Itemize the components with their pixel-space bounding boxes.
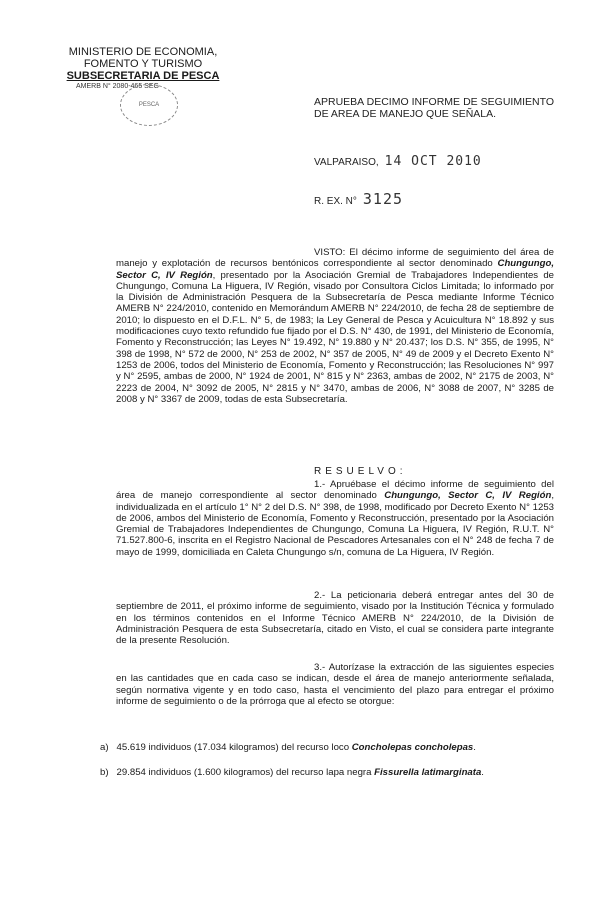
item-a-letter: a) [100, 742, 109, 753]
visto-sector: Chungungo, Sector C, IV Región [116, 258, 554, 281]
resolution-title: APRUEBA DECIMO INFORME DE SEGUIMIENTO DE AREA DE MANEJO QUE SEÑALA. [314, 96, 554, 120]
resolution-point-2: 2.- La peticionaria deberá entregar antes del 30 de septiembre de 2011, el próximo informe de seguimiento, visado por la Institución Técnica y formulado en los términos contenidos en el Informe Técnico AMERB N° 224/2010, de la División de Administración Pesquera de esta Subsecretaría, citado en Visto, el cual se considera parte integrante de la presente Resolución. [116, 590, 554, 647]
item-a-text: 45.619 individuos (17.034 kilogramos) del recurso loco [116, 742, 352, 753]
item-a-end: . [473, 742, 476, 753]
extraction-item-b [100, 767, 484, 778]
item-b-species: Fissurella latimarginata [374, 767, 482, 778]
item-b-text: 29.854 individuos (1.600 kilogramos) del recurso lapa negra [116, 767, 375, 778]
rex-label: R. EX. N° [314, 196, 357, 207]
ministry-line-1: MINISTERIO DE ECONOMIA, [68, 46, 218, 58]
item-a-species: Concholepas concholepas [351, 742, 474, 753]
p1-lead: 1.- Apruébase el décimo informe de seguimiento del área de manejo correspondiente al sector denominado [116, 479, 554, 502]
visto-paragraph [116, 247, 554, 405]
date-line [314, 154, 482, 169]
item-b-end: . [481, 767, 484, 778]
stamp-text: PESCA [138, 102, 160, 108]
date-city: VALPARAISO, [314, 157, 379, 168]
handwritten-date: 14 OCT 2010 [384, 154, 482, 169]
resolution-point-3: 3.- Autorízase la extracción de las siguientes especies en las cantidades que en cada caso se indican, desde el área de manejo anteriormente señalada, según normativa vigente y en todo caso, hasta el vencimiento del plazo para entregar el próximo informe de seguimiento o de la prórroga que al efecto se otorgue: [116, 662, 554, 707]
official-stamp-icon [120, 84, 178, 126]
item-b-letter: b) [100, 767, 109, 778]
p1-rest: , individualizada en el artículo 1° N° 2 del D.S. N° 398, de 1998, modificado por Decreto Exento N° 1253 de 2006, ambos del Ministerio de Economía, Fomento y Reconstrucción, presentado por la Asociación Gremial de Trabajadores Independientes de Chungungo, Comuna La Higuera, IV Región, R.U.T. N° 71.527.800-6, inscrita en el Registro Nacional de Pescadores Artesanales con el N° 248 de fecha 7 de mayo de 1999, domiciliada en Caleta Chungungo s/n, comuna de La Higuera, IV Región. [116, 490, 554, 558]
ministry-line-2: FOMENTO Y TURISMO [83, 58, 203, 70]
visto-rest: , presentado por la Asociación Gremial de Trabajadores Independientes de Chungungo, Comuna La Higuera, IV Región, visado por Consultora Ciclos Limitada; lo informado por la División de Administración Pesquera de la Subsecretaría de Pesca mediante Informe Técnico AMERB N° 224/2010, contenido en Memorándum AMERB N° 224/2010, de fecha 28 de septiembre de 2010; lo dispuesto en el D.F.L. N° 5, de 1983; la Ley General de Pesca y Acuicultura N° 18.892 y sus modificaciones cuyo texto refundido fue fijado por el D.S. N° 430, de 1991, del Ministerio de Economía, Fomento y Reconstrucción; las Leyes N° 19.492, N° 19.880 y N° 20.437; los D.S. N° 355, de 1995, N° 398 de 1998, N° 572 de 2000, N° 253 de 2002, N° 357 de 2005, N° 49 de 2009 y el Decreto Exento N° 1253 de 2006, todos del Ministerio de Economía, Fomento y Reconstrucción; las Resoluciones N° 997 y N° 2595, ambas de 2000, N° 1924 de 2001, N° 815 y N° 2363, ambas de 2002, N° 2175 de 2003, N° 2223 de 2004, N° 3092 de 2005, N° 2815 y N° 3470, ambas de 2006, N° 3088 de 2007, N° 3285 de 2008 y N° 3367 de 2009, todas de esta Subsecretaría. [116, 269, 554, 405]
amerb-reference: AMERB N° 2080-465 SEG [76, 83, 159, 90]
visto-lead: VISTO: El décimo informe de seguimiento del área de manejo y explotación de recursos bentónicos correspondiente al sector denominado [116, 247, 554, 270]
resuelvo-heading: RESUELVO: [314, 466, 407, 477]
resolution-point-1 [116, 479, 554, 558]
resolution-number-line [314, 190, 403, 208]
handwritten-rex-number: 3125 [362, 190, 404, 208]
ministry-line-3: SUBSECRETARIA DE PESCA [66, 70, 220, 82]
extraction-item-a [100, 742, 476, 753]
p1-sector: Chungungo, Sector C, IV Región [384, 490, 552, 502]
